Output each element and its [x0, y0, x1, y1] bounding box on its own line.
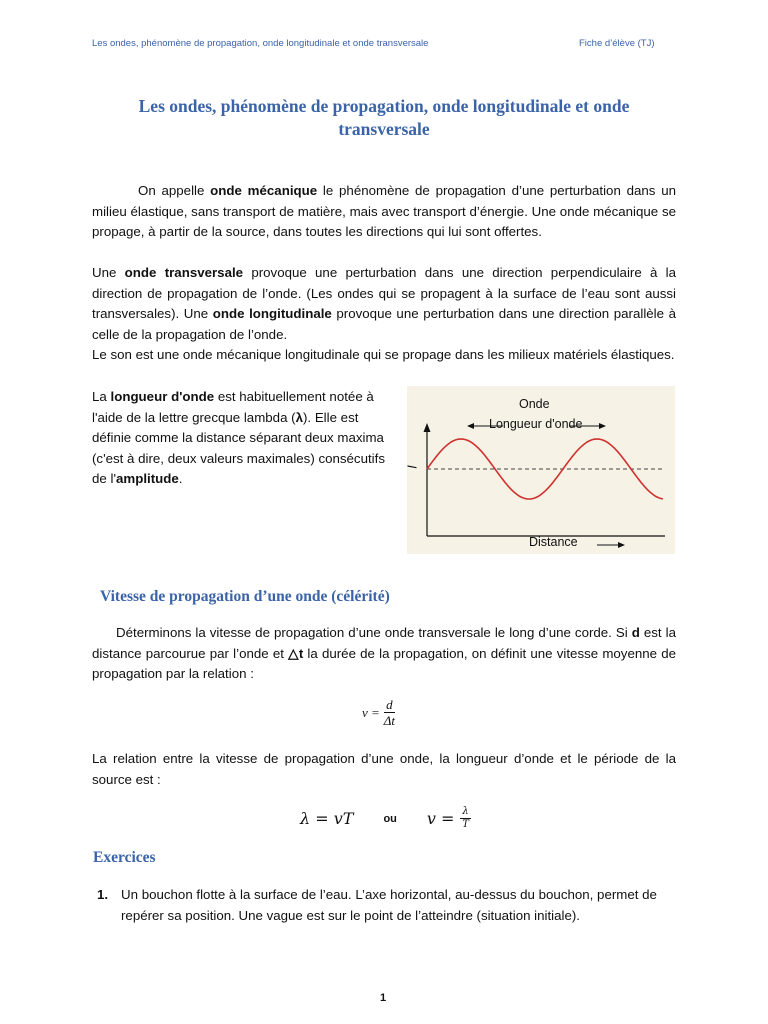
intro-paragraph-1: On appelle onde mécanique le phénomène de propagation d’une perturbation dans un milieu élastique, sans transport de matière, mais avec transport d’énergie. Une onde mécanique se propage, à partir de la source, dans toutes les directions qui lui sont offertes. [92, 183, 677, 239]
figure-y-axis-arrow [424, 423, 431, 432]
speed-paragraph-1: Déterminons la vitesse de propagation d’une onde transversale le long d’une corde. Si d est la distance parcourue par l’onde et △t la durée de la propagation, on définit une vitesse moyenne de propagation par la relation : [92, 625, 676, 681]
figure-lambda-label: Longueur d'onde [489, 417, 583, 431]
figure-title: Onde [519, 397, 550, 411]
intro-paragraph-2: Une onde transversale provoque une perturbation dans une direction perpendiculaire à la direction de propagation de l’onde. (Les ondes qui se propagent à la surface de l’eau sont aussi transversales). Une onde longitudinale provoque une perturbation dans une direction parallèle à celle de la propagation de l’onde. [92, 265, 676, 342]
formula-or-word: ou [383, 812, 397, 825]
formula-lambda-vt: λ = vT [300, 809, 354, 828]
wave-figure [407, 386, 675, 554]
intro-paragraph-3: Le son est une onde mécanique longitudinale qui se propage dans les milieux matériels élastiques. [92, 347, 675, 362]
wavelength-paragraph: La longueur d'onde est habituellement notée à l'aide de la lettre grecque lambda (λ). Elle est définie comme la distance séparant deux maxima (c'est à dire, deux valeurs maximales) consécutifs de l'amplitude. [92, 389, 385, 486]
velocity-formula: v = $\frac{d}{\Delta t}$ [362, 697, 396, 728]
speed-paragraph-2: La relation entre la vitesse de propagation d’une onde, la longueur d’onde et le période de la source est : [92, 751, 676, 787]
formula-lambda-over-t: $\frac{\lambda}{T}$ [462, 806, 469, 830]
lambda-left-arrow-head [467, 423, 474, 429]
section-heading-exercises: Exercices [93, 849, 156, 866]
wavelength-formulas: λ = vT ou v = $\frac{\lambda}{T}$ [300, 806, 469, 830]
figure-y-label: I [405, 465, 420, 469]
lambda-right-arrow-head [599, 423, 606, 429]
exercise-number: 1. [97, 887, 109, 902]
term-amplitude: amplitude [115, 471, 179, 486]
term-onde-transversale: onde transversale [124, 265, 244, 280]
section-heading-speed: Vitesse de propagation d’une onde (célérité) [100, 588, 390, 605]
page-header-sheet-label: Fiche d’élève (TJ) [579, 38, 655, 49]
term-onde-longitudinale: onde longitudinale [212, 306, 332, 321]
term-onde-mecanique: onde mécanique [210, 183, 318, 198]
exercise-text: Un bouchon flotte à la surface de l’eau. L’axe horizontal, au-dessus du bouchon, permet de repérer sa position. Une vague est sur le point de l’atteindre (situation initiale). [121, 887, 657, 923]
page-number: 1 [380, 992, 387, 1004]
term-longueur-onde: longueur d'onde [110, 389, 215, 404]
document-title: Les ondes, phénomène de propagation, onde longitudinale et onde transversale [138, 96, 630, 139]
figure-x-label: Distance [529, 535, 578, 549]
wave-diagram [407, 386, 675, 554]
page-header-title: Les ondes, phénomène de propagation, onde longitudinale et onde transversale [92, 38, 429, 49]
distance-arrow-head [618, 542, 625, 548]
